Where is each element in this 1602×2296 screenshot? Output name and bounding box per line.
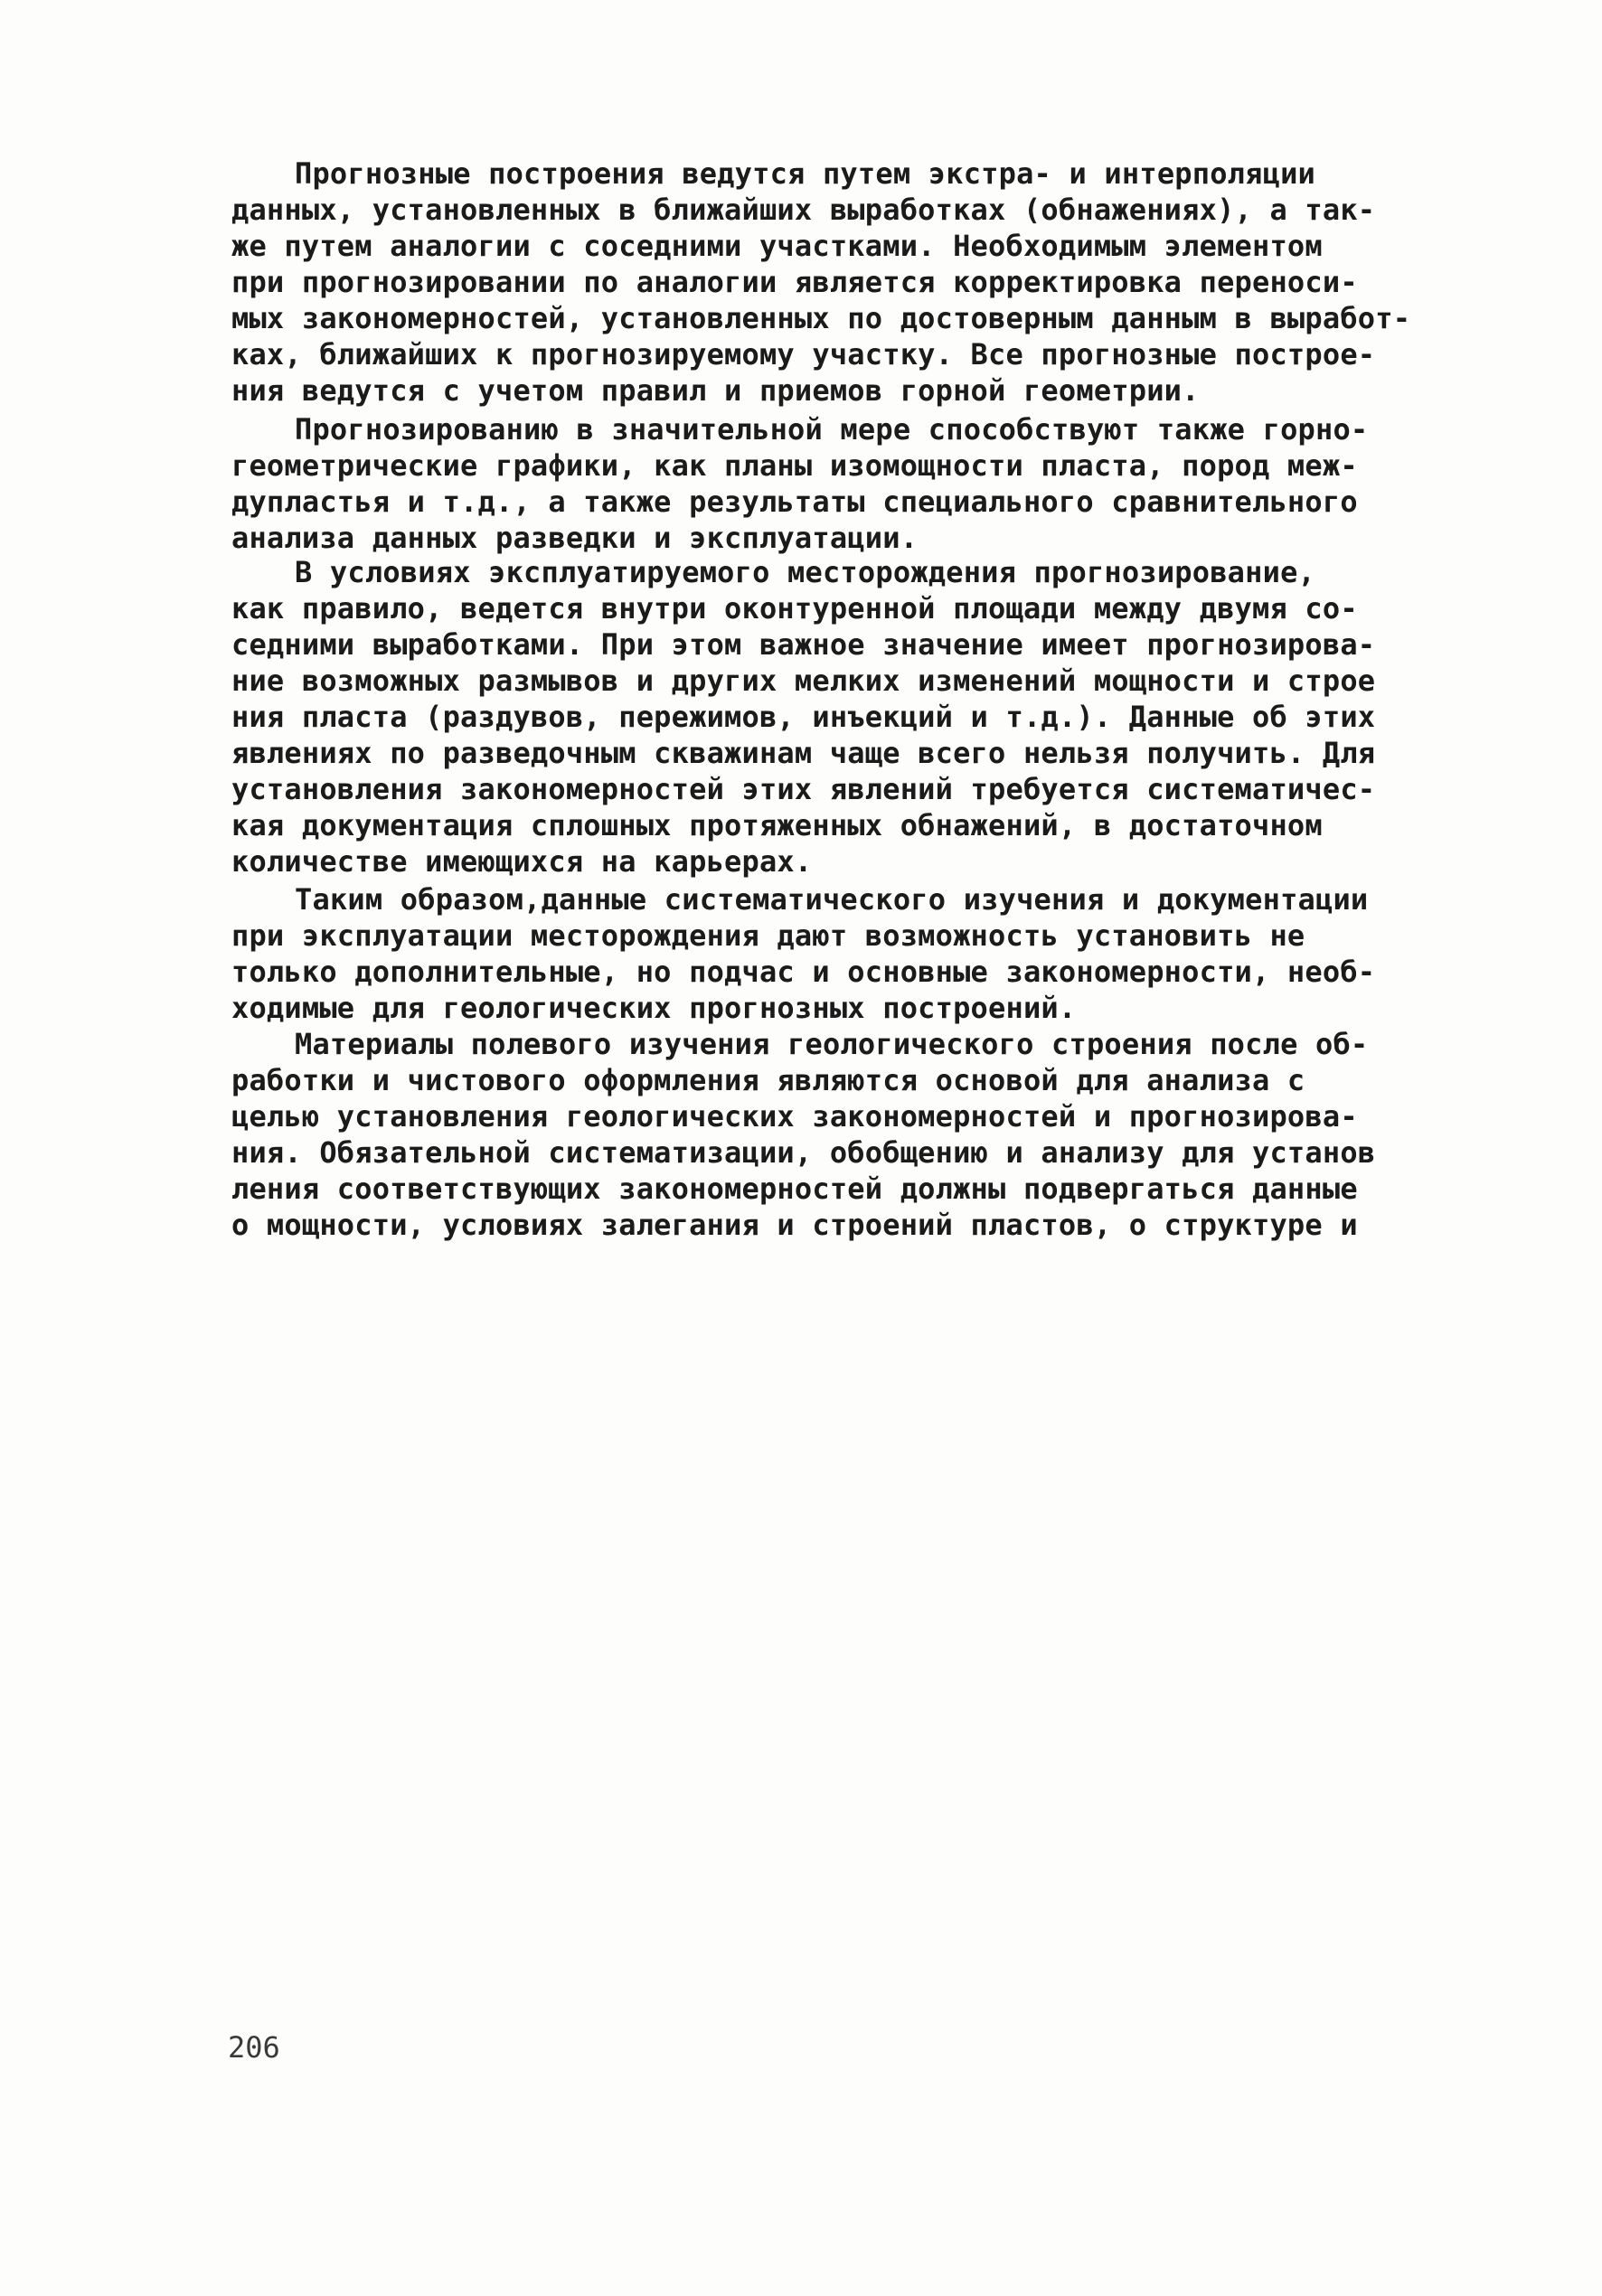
text-line: анализа данных разведки и эксплуатации. [231,521,919,555]
text-line: мых закономерностей, установленных по достоверным данным в выработ- [231,301,1411,335]
text-line: геометрические графики, как планы изомощности пласта, пород меж- [231,448,1358,483]
text-line: Материалы полевого изучения геологического строения после об- [295,1027,1369,1061]
text-line: ках, ближайших к прогнозируемому участку. Все прогнозные построе- [231,337,1376,372]
text-line: ния. Обязательной систематизации, обобщению и анализу для установ [231,1135,1376,1170]
text-line: как правило, ведется внутри оконтуренной площади между двумя со- [231,591,1358,626]
text-line: Прогнозные построения ведутся путем экстра- и интерполяции [295,156,1316,191]
text-line: о мощности, условиях залегания и строений пластов, о структуре и [231,1208,1358,1242]
text-line: при эксплуатации месторождения дают возможность установить не [231,918,1305,953]
text-line: данных, установленных в ближайших выработках (обнажениях), а так- [231,193,1376,227]
text-line: Прогнозированию в значительной мере способствуют также горно- [295,412,1369,447]
text-line: ходимые для геологических прогнозных построений. [231,991,1077,1025]
text-line: В условиях эксплуатируемого месторождения прогнозирование, [295,555,1316,589]
text-line: ления соответствующих закономерностей должны подвергаться данные [231,1172,1358,1206]
text-line: целью установления геологических закономерностей и прогнозирова- [231,1099,1358,1134]
page-number: 206 [228,2030,280,2065]
text-line: при прогнозировании по аналогии является корректировка переноси- [231,265,1358,299]
text-line: явлениях по разведочным скважинам чаще всего нельзя получить. Для [231,736,1376,770]
text-line: количестве имеющихся на карьерах. [231,844,813,879]
text-line: Таким образом,данные систематического изучения и документации [295,882,1369,917]
text-line: только дополнительные, но подчас и основные закономерности, необ- [231,955,1376,989]
text-line: установления закономерностей этих явлений требуется систематичес- [231,772,1376,806]
text-line: работки и чистового оформления являются основой для анализа с [231,1063,1305,1097]
text-line: же путем аналогии с соседними участками. Необходимым элементом [231,229,1323,263]
text-line: ние возможных размывов и других мелких изменений мощности и строе [231,663,1376,698]
text-line: седними выработками. При этом важное значение имеет прогнозирова- [231,627,1376,662]
text-line: ния пласта (раздувов, пережимов, инъекций и т.д.). Данные об этих [231,700,1376,734]
text-line: ния ведутся с учетом правил и приемов горной геометрии. [231,373,1200,408]
text-line: кая документация сплошных протяженных обнажений, в достаточном [231,808,1323,842]
text-line: дупластья и т.д., а также результаты специального сравнительного [231,485,1358,519]
